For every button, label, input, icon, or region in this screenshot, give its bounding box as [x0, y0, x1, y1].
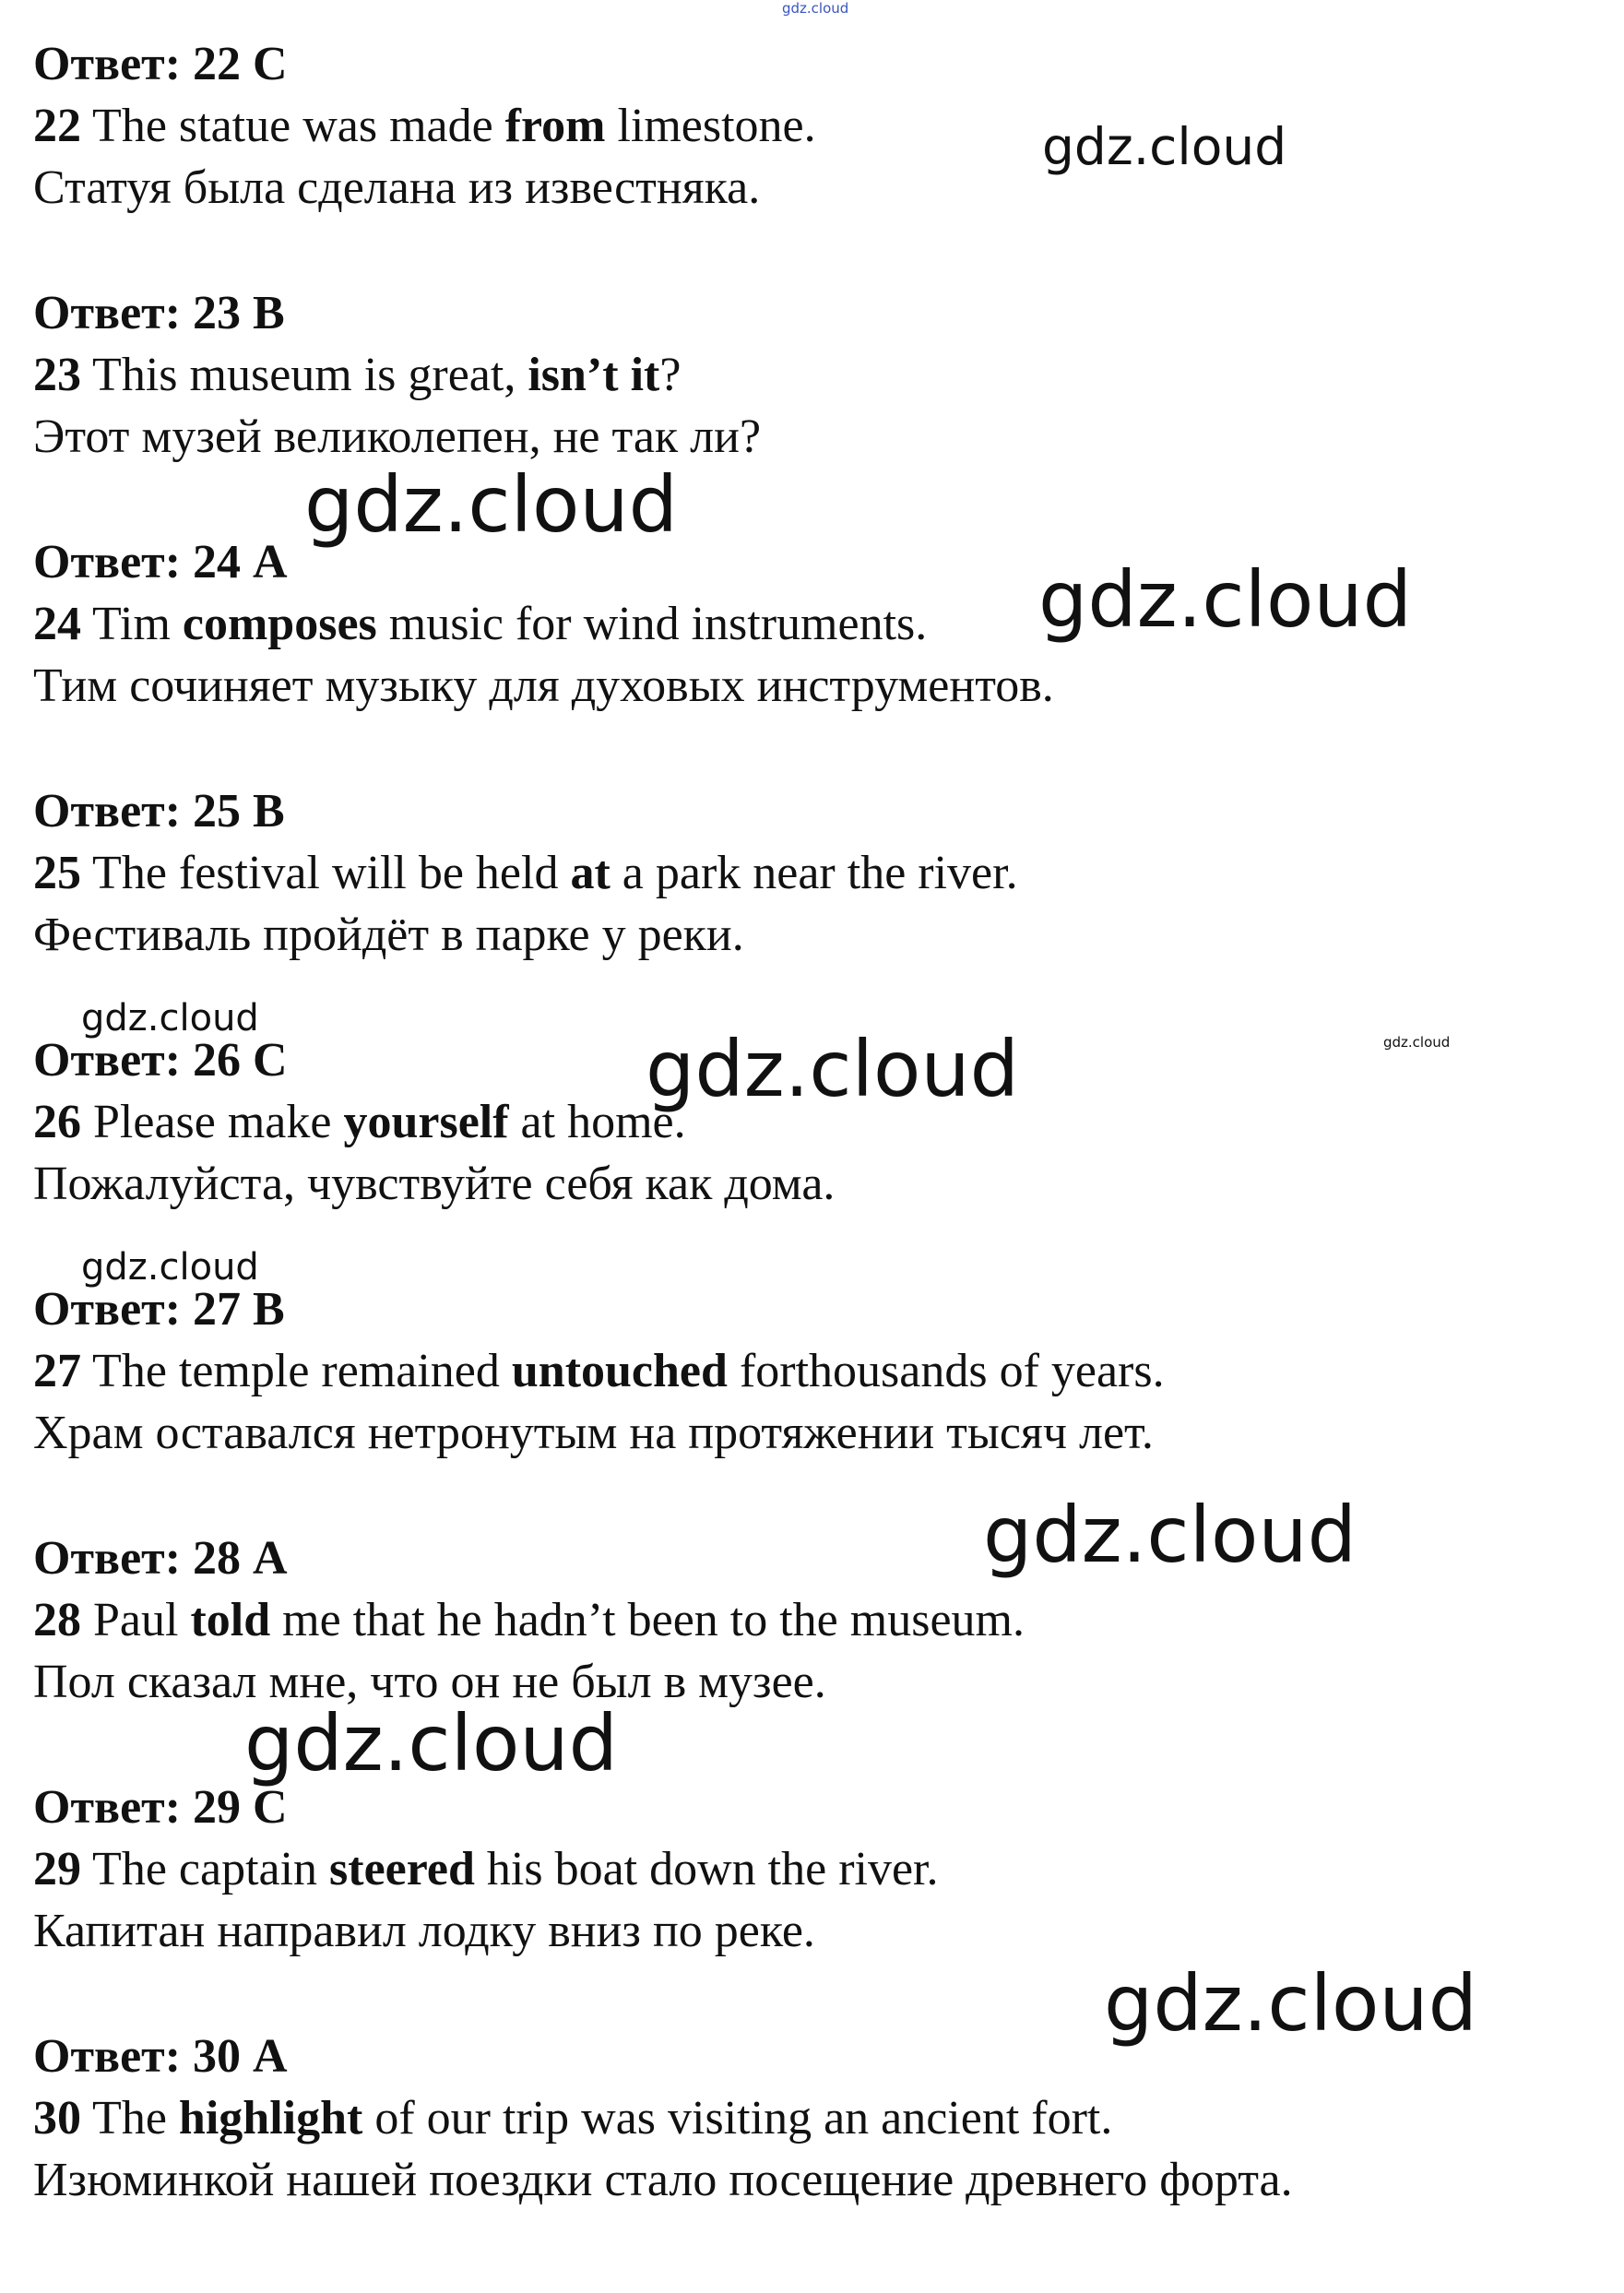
- answer-block-30: [33, 2026, 1583, 2211]
- answer-block-23: [33, 282, 1583, 468]
- russian-translation: Пол сказал мне, что он не был в музее.: [33, 1656, 826, 1708]
- watermark: gdz.cloud: [81, 1246, 259, 1289]
- question-number: 26: [33, 1096, 81, 1148]
- watermark: gdz.cloud: [1042, 117, 1287, 176]
- english-sentence: 26 Please make yourself at home.: [33, 1096, 686, 1148]
- russian-translation: Капитан направил лодку вниз по реке.: [33, 1905, 815, 1957]
- answer-heading: Ответ: 22 C: [33, 38, 288, 90]
- question-number: 29: [33, 1843, 81, 1895]
- answer-heading: Ответ: 26 C: [33, 1034, 288, 1087]
- answer-word: composes: [182, 598, 377, 650]
- answer-heading: Ответ: 29 C: [33, 1781, 288, 1834]
- watermark: gdz.cloud: [782, 0, 849, 17]
- english-sentence: 28 Paul told me that he hadn’t been to the museum.: [33, 1594, 1025, 1646]
- watermark: gdz.cloud: [304, 459, 678, 550]
- question-number: 28: [33, 1594, 81, 1646]
- answer-heading: Ответ: 24 A: [33, 536, 288, 588]
- answer-word: told: [190, 1594, 271, 1646]
- answer-block-22: [33, 33, 1583, 219]
- watermark: gdz.cloud: [81, 997, 259, 1040]
- answer-heading: Ответ: 28 A: [33, 1532, 288, 1585]
- answer-word: at: [570, 847, 610, 899]
- russian-translation: Этот музей великолепен, не так ли?: [33, 410, 762, 463]
- english-sentence: 30 The highlight of our trip was visiting an ancient fort.: [33, 2092, 1113, 2144]
- answer-block-25: [33, 780, 1583, 966]
- russian-translation: Фестиваль пройдёт в парке у реки.: [33, 909, 744, 961]
- english-sentence: 23 This museum is great, isn’t it?: [33, 349, 682, 401]
- question-number: 30: [33, 2092, 81, 2144]
- answer-heading: Ответ: 23 B: [33, 287, 285, 339]
- watermark: gdz.cloud: [1383, 1034, 1451, 1051]
- watermark: gdz.cloud: [244, 1698, 618, 1788]
- russian-translation: Храм оставался нетронутым на протяжении тысяч лет.: [33, 1407, 1154, 1459]
- question-number: 24: [33, 598, 81, 650]
- watermark: gdz.cloud: [1038, 554, 1412, 645]
- english-sentence: 22 The statue was made from limestone.: [33, 100, 816, 152]
- answer-heading: Ответ: 27 B: [33, 1283, 285, 1336]
- russian-translation: Статуя была сделана из известняка.: [33, 161, 761, 214]
- answer-word: untouched: [511, 1345, 728, 1397]
- answer-block-27: [33, 1278, 1583, 1464]
- answer-word: highlight: [178, 2092, 363, 2144]
- english-sentence: 25 The festival will be held at a park near the river.: [33, 847, 1018, 899]
- question-number: 22: [33, 100, 81, 152]
- answer-heading: Ответ: 25 B: [33, 785, 285, 838]
- answer-word: yourself: [343, 1096, 509, 1148]
- english-sentence: 24 Tim composes music for wind instruments.: [33, 598, 928, 650]
- watermark: gdz.cloud: [983, 1490, 1357, 1580]
- russian-translation: Изюминкой нашей поездки стало посещение древнего форта.: [33, 2154, 1293, 2206]
- english-sentence: 27 The temple remained untouched forthousands of years.: [33, 1345, 1165, 1397]
- answer-word: steered: [329, 1843, 475, 1895]
- english-sentence: 29 The captain steered his boat down the river.: [33, 1843, 939, 1895]
- answer-block-29: [33, 1776, 1583, 1962]
- answer-word: isn’t it: [528, 349, 660, 401]
- question-number: 23: [33, 349, 81, 401]
- question-number: 25: [33, 847, 81, 899]
- answer-heading: Ответ: 30 A: [33, 2030, 288, 2083]
- answer-word: from: [504, 100, 606, 152]
- russian-translation: Тим сочиняет музыку для духовых инструментов.: [33, 659, 1054, 712]
- russian-translation: Пожалуйста, чувствуйте себя как дома.: [33, 1158, 836, 1210]
- watermark: gdz.cloud: [1104, 1958, 1477, 2049]
- question-number: 27: [33, 1345, 81, 1397]
- watermark: gdz.cloud: [646, 1024, 1019, 1114]
